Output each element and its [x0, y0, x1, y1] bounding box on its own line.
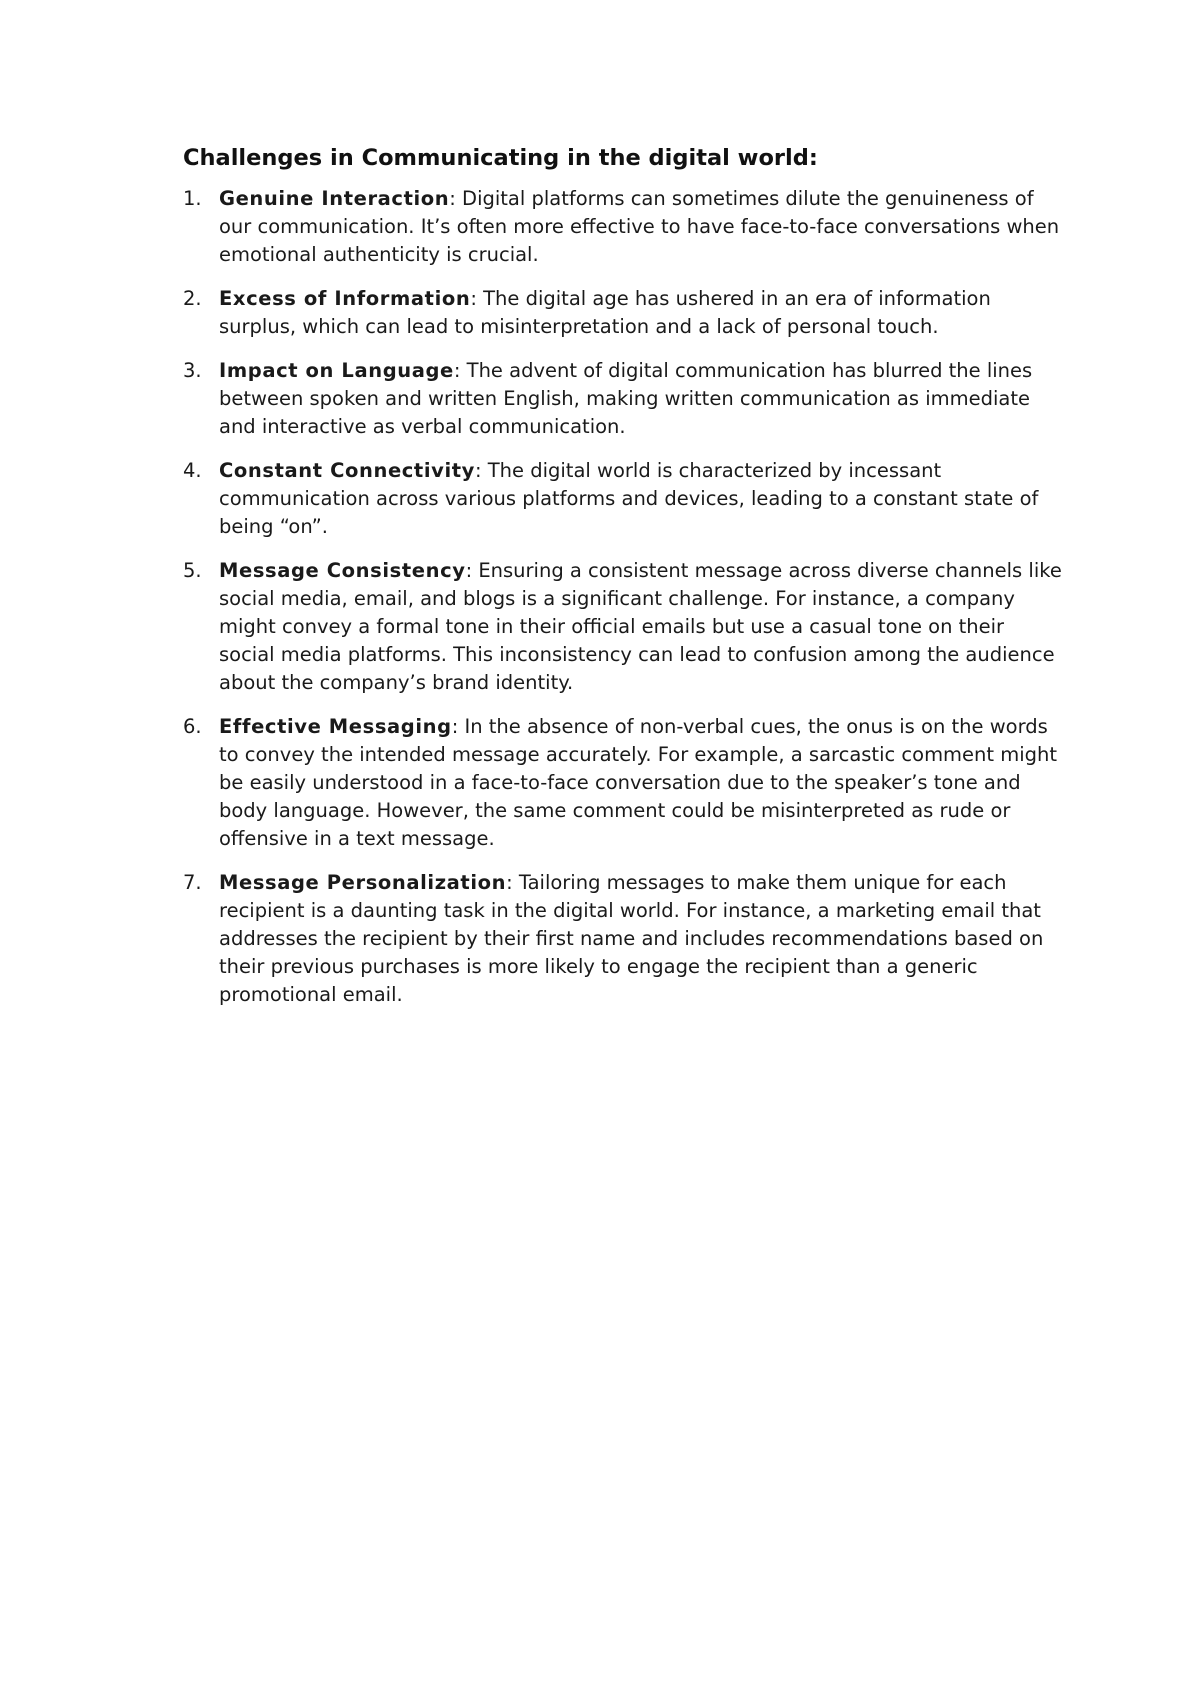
item-number: 5.	[183, 559, 202, 582]
item-text: : In the absence of non-verbal cues, the onus is on the words to convey the intended message accurately. For example, a sarcastic comment might be easily understood in a face-to-face conversation due to the speaker’s tone and body language. However, the same comment could be misinterpreted as rude or offensive in a text message.	[219, 715, 1058, 850]
item-number: 4.	[183, 459, 202, 482]
item-body	[219, 457, 1063, 541]
item-term: Excess of Information	[219, 287, 471, 310]
list-item	[183, 457, 1063, 541]
item-text: : The advent of digital communication has blurred the lines between spoken and written English, making written communication as immediate and interactive as verbal communication.	[219, 359, 1033, 438]
item-body	[219, 869, 1063, 1009]
item-body	[219, 557, 1063, 697]
item-number: 1.	[183, 187, 202, 210]
item-term: Constant Connectivity	[219, 459, 475, 482]
list-item	[183, 285, 1063, 341]
item-text: : The digital age has ushered in an era of information surplus, which can lead to misinterpretation and a lack of personal touch.	[219, 287, 991, 338]
item-number: 6.	[183, 715, 202, 738]
item-text: : The digital world is characterized by incessant communication across various platforms and devices, leading to a constant state of being “on”.	[219, 459, 1039, 538]
item-body	[219, 713, 1063, 853]
item-term: Impact on Language	[219, 359, 454, 382]
item-term: Effective Messaging	[219, 715, 452, 738]
item-text: : Ensuring a consistent message across diverse channels like social media, email, and blogs is a significant challenge. For instance, a company might convey a formal tone in their official emails but use a casual tone on their social media platforms. This inconsistency can lead to confusion among the audience about the company’s brand identity.	[219, 559, 1062, 694]
item-body	[219, 357, 1063, 441]
item-number: 2.	[183, 287, 202, 310]
list-item	[183, 869, 1063, 1009]
list-item	[183, 557, 1063, 697]
list-item	[183, 185, 1063, 269]
challenge-list	[183, 185, 1063, 1009]
item-number: 7.	[183, 871, 202, 894]
item-text: : Digital platforms can sometimes dilute the genuineness of our communication. It’s often more effective to have face-to-face conversations when emotional authenticity is crucial.	[219, 187, 1060, 266]
item-term: Message Consistency	[219, 559, 466, 582]
item-number: 3.	[183, 359, 202, 382]
item-term: Genuine Interaction	[219, 187, 450, 210]
list-item	[183, 713, 1063, 853]
item-body	[219, 285, 1063, 341]
document-page	[183, 143, 1063, 1025]
document-title: Challenges in Communicating in the digital world:	[183, 145, 818, 171]
item-body	[219, 185, 1063, 269]
list-item	[183, 357, 1063, 441]
item-term: Message Personalization	[219, 871, 507, 894]
item-text: : Tailoring messages to make them unique for each recipient is a daunting task in the digital world. For instance, a marketing email that addresses the recipient by their first name and includes recommendations based on their previous purchases is more likely to engage the recipient than a generic promotional email.	[219, 871, 1044, 1006]
